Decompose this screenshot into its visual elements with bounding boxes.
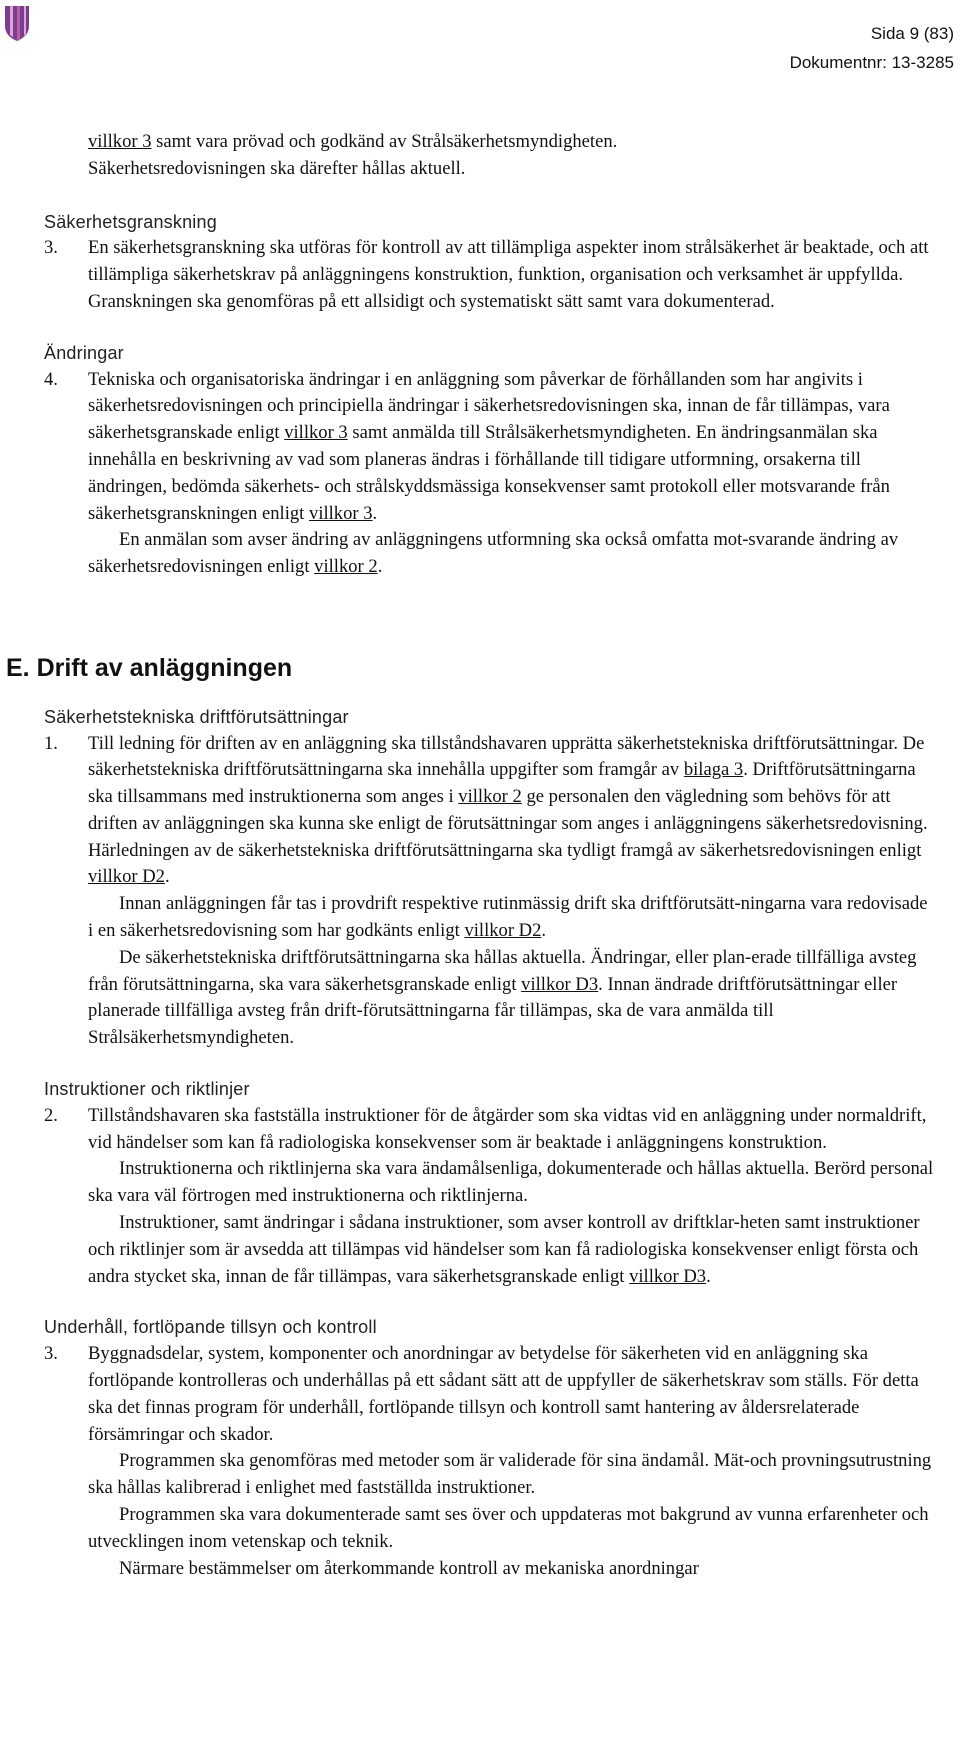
link-villkor-3[interactable]: villkor 3	[309, 502, 373, 524]
heading-driftforutsattningar: Säkerhetstekniska driftförutsättningar	[44, 706, 349, 727]
link-villkor-2[interactable]: villkor 2	[458, 786, 522, 808]
list-item-3	[44, 235, 934, 315]
heading-instruktioner: Instruktioner och riktlinjer	[44, 1079, 250, 1100]
item-text: Instruktionerna och riktlinjerna ska vara ändamålsenliga, dokumenterade och hållas aktuella. Berörd personal ska vara väl förtrogen med instruktionerna och riktlinjerna.	[88, 1158, 934, 1207]
item-text: Tekniska och organisatoriska ändringar i en anläggning som påverkar de förhållanden som har angivits i säkerhetsredovisningen och principiella ändringar i säkerhetsredovisningen ska, innan de får tillämpas, vara säkerhetsgranskade enligt villkor 3 samt anmälda till Strålsäkerhetsmyndigheten. En ändringsanmälan ska innehålla en beskrivning av vad som planeras ändras i förhållande till tidigare utformning, orsakerna till ändringen, bedömda säkerhets- och strålskyddsmässiga konsekvenser samt protokoll eller motsvarande från säkerhetsgranskningen enligt villkor 3.	[88, 368, 890, 524]
list-item-e3	[44, 1341, 934, 1582]
heading-andringar: Ändringar	[44, 342, 124, 363]
item-number: 4.	[44, 368, 58, 390]
heading-underhall: Underhåll, fortlöpande tillsyn och kontroll	[44, 1317, 377, 1338]
item-text: Instruktioner, samt ändringar i sådana instruktioner, som avser kontroll av driftklar-heten samt instruktioner och riktlinjer som är avsedda att tillämpas vid händelser som kan få radiologiska konsekvenser enligt första och andra stycket ska, innan de får tillämpas, vara säkerhetsgranskade enligt villkor D3.	[88, 1212, 920, 1287]
item-number: 3.	[44, 237, 58, 259]
link-bilaga-3[interactable]: bilaga 3	[683, 759, 744, 781]
link-villkor-3[interactable]: villkor 3	[284, 422, 348, 444]
shield-logo-icon	[4, 4, 30, 42]
link-villkor-d2[interactable]: villkor D2	[464, 920, 542, 942]
intro-paragraph: villkor 3 samt vara prövad och godkänd av Strålsäkerhetsmyndigheten. Säkerhetsredovisningen ska därefter hållas aktuell.	[88, 131, 618, 179]
link-villkor-3[interactable]: villkor 3	[88, 131, 152, 152]
link-villkor-d2[interactable]: villkor D2	[88, 866, 165, 888]
link-villkor-2[interactable]: villkor 2	[314, 556, 378, 578]
item-text: En säkerhetsgranskning ska utföras för kontroll av att tillämpliga aspekter inom strålsäkerhet är beaktade, och att tillämpliga säkerhetskrav på anläggningens konstruktion, funktion, organisation och verksamhet är uppfyllda. Granskningen ska genomföras på ett allsidigt och systematiskt sätt samt vara dokumenterad.	[88, 237, 929, 312]
link-villkor-d3[interactable]: villkor D3	[629, 1265, 707, 1287]
document-number: Dokumentnr: 13-3285	[789, 53, 954, 72]
item-text: Tillståndshavaren ska fastställa instruktioner för de åtgärder som ska vidtas vid en anläggning under normaldrift, vid händelser som kan få radiologiska konsekvenser som är beaktade i anläggningens konstruktion.	[88, 1104, 927, 1153]
item-text: En anmälan som avser ändring av anläggningens utformning ska också omfatta mot-svarande ändring av säkerhetsredovisningen enligt villkor 2.	[88, 529, 899, 578]
item-number: 1.	[44, 732, 58, 754]
list-item-4	[44, 367, 934, 581]
item-text: Programmen ska genomföras med metoder som är validerade för sina ändamål. Mät-och provningsutrustning ska hållas kalibrerad i enlighet med fastställda instruktioner.	[88, 1450, 932, 1499]
list-item-e2	[44, 1103, 934, 1291]
item-text: Byggnadsdelar, system, komponenter och anordningar av betydelse för säkerheten vid en anläggning ska fortlöpande kontrolleras och underhållas på ett sådant sätt att de uppfyller de säkerhetskrav som ställs. För detta ska det finnas program för underhåll, fortlöpande tillsyn och kontroll samt hantering av åldersrelaterade försämringar och skador.	[88, 1343, 919, 1445]
section-title: E. Drift av anläggningen	[6, 653, 293, 682]
link-villkor-d3[interactable]: villkor D3	[521, 973, 599, 995]
item-number: 2.	[44, 1104, 58, 1126]
document-body	[6, 129, 934, 1582]
page-number: Sida 9 (83)	[870, 24, 954, 43]
item-number: 3.	[44, 1343, 58, 1365]
item-text: De säkerhetstekniska driftförutsättningarna ska hållas aktuella. Ändringar, eller plan-erade tillfälliga avsteg från förutsättningarna, ska vara säkerhetsgranskade enligt villkor D3. Innan ändrade driftförutsättningar eller planerade tillfälliga avsteg från drift-förutsättningarna får tillämpas, ska de vara anmälda till Strålsäkerhetsmyndigheten.	[88, 946, 917, 1049]
list-item-e1	[44, 731, 934, 1053]
item-text: Till ledning för driften av en anläggning ska tillståndshavaren upprätta säkerhetstekniska driftförutsättningar. De säkerhetstekniska driftförutsättningarna ska innehålla uppgifter som framgår av bilaga 3. Driftförutsättningarna ska tillsammans med instruktionerna som anges i villkor 2 ge personalen den vägledning som behövs för att driften av anläggningen ska kunna ske enligt de förutsättningar som anges i anläggningens säkerhetsredovisning. Härledningen av de säkerhetstekniska driftförutsättningarna ska tydligt framgå av säkerhetsredovisningen enligt villkor D2.	[88, 732, 928, 888]
item-text: Innan anläggningen får tas i provdrift respektive rutinmässig drift ska driftförutsätt-ningarna vara redovisade i en säkerhetsredovisning som har godkänts enligt villkor D2.	[88, 893, 928, 942]
item-text: Närmare bestämmelser om återkommande kontroll av mekaniska anordningar	[119, 1557, 699, 1579]
item-text: Programmen ska vara dokumenterade samt ses över och uppdateras mot bakgrund av vunna erfarenheter och utvecklingen inom vetenskap och teknik.	[88, 1504, 929, 1552]
heading-sakerhetsgranskning: Säkerhetsgranskning	[44, 211, 217, 232]
